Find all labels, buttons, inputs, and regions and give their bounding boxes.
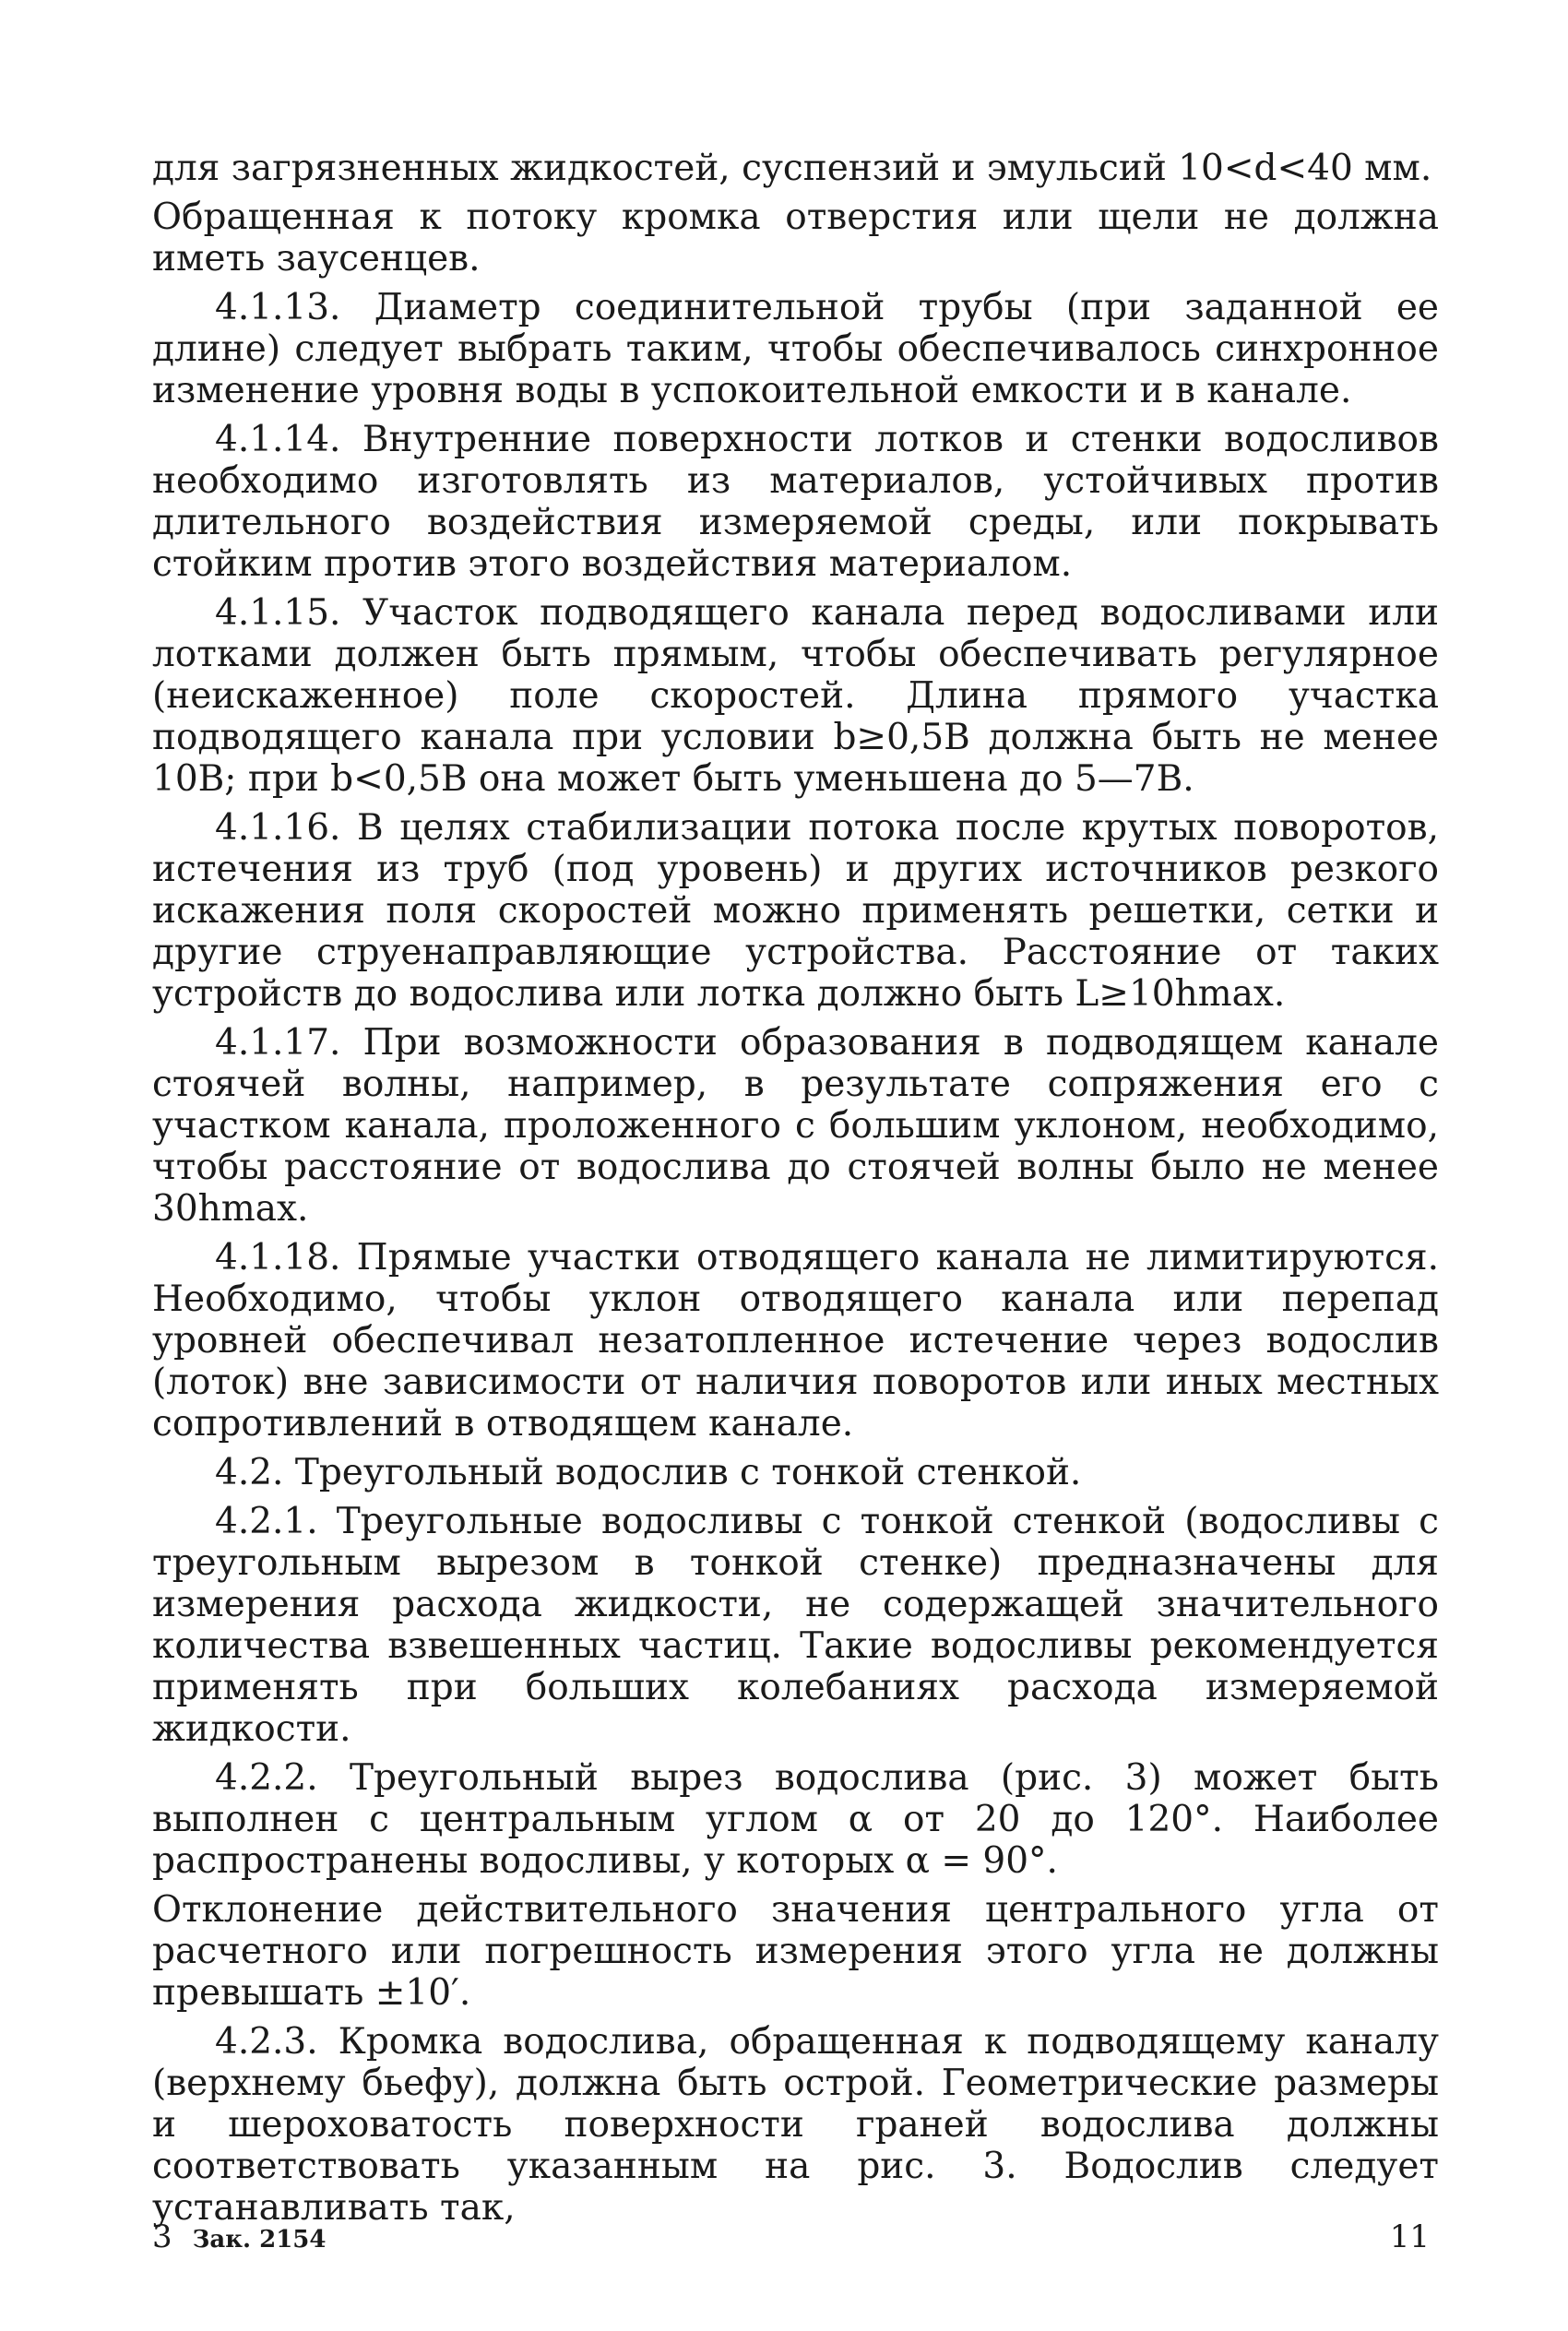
paragraph-4-2-2: 4.2.2. Треугольный вырез водослива (рис. 3) может быть выполнен с центральным углом α от 20 до 120°. Наиболее распространены водосливы, у которых α = 90°. bbox=[152, 1757, 1439, 1882]
paragraph-4-1-18: 4.1.18. Прямые участки отводящего канала не лимитируются. Необходимо, чтобы уклон отводящего канала или перепад уровней обеспечивал незатопленное истечение через водослив (лоток) вне зависимости от наличия поворотов или иных местных сопротивлений в отводящем канале. bbox=[152, 1237, 1439, 1445]
paragraph-4-1-15: 4.1.15. Участок подводящего канала перед водосливами или лотками должен быть прямым, чтобы обеспечивать регулярное (неискаженное) поле скоростей. Длина прямого участка подводящего канала при условии b≥0,5B должна быть не менее 10B; при b<0,5B она может быть уменьшена до 5—7B. bbox=[152, 592, 1439, 800]
paragraph-liquids: для загрязненных жидкостей, суспензий и эмульсий 10<d<40 мм. bbox=[152, 148, 1432, 189]
paragraph-4-1-17: 4.1.17. При возможности образования в подводящем канале стоячей волны, например, в результате сопряжения его с участком канала, проложенного с большим уклоном, необходимо, чтобы расстояние от водослива до стоячей волны было не менее 30hmax. bbox=[152, 1022, 1439, 1230]
paragraph-4-2-3: 4.2.3. Кромка водослива, обращенная к подводящему каналу (верхнему бьефу), должна быть острой. Геометрические размеры и шероховатость поверхности граней водослива должны соответствовать указанным на рис. 3. Водослив следует устанавливать так, bbox=[152, 2021, 1439, 2229]
page-number: 11 bbox=[1389, 2218, 1430, 2255]
footer-print-info bbox=[152, 2218, 326, 2255]
document-page bbox=[152, 148, 1439, 2236]
paragraph-angle-deviation: Отклонение действительного значения центрального угла от расчетного или погрешность измерения этого угла не должны превышать ±10′. bbox=[152, 1889, 1439, 2014]
section-heading-4-2: 4.2. Треугольный водослив с тонкой стенкой. bbox=[215, 1452, 1082, 1493]
page-footer bbox=[0, 2218, 1568, 2274]
paragraph-4-2-1: 4.2.1. Треугольные водосливы с тонкой стенкой (водосливы с треугольным вырезом в тонкой стенке) предназначены для измерения расхода жидкости, не содержащей значительного количества взвешенных частиц. Такие водосливы рекомендуется применять при больших колебаниях расхода измеряемой жидкости. bbox=[152, 1501, 1439, 1750]
paragraph-4-1-13: 4.1.13. Диаметр соединительной трубы (при заданной ее длине) следует выбрать таким, чтобы обеспечивалось синхронное изменение уровня воды в успокоительной емкости и в канале. bbox=[152, 287, 1439, 411]
paragraph-4-1-16: 4.1.16. В целях стабилизации потока после крутых поворотов, истечения из труб (под уровень) и других источников резкого искажения поля скоростей можно применять решетки, сетки и другие струенаправляющие устройства. Расстояние от таких устройств до водослива или лотка должно быть L≥10hmax. bbox=[152, 807, 1439, 1015]
paragraph-4-1-14: 4.1.14. Внутренние поверхности лотков и стенки водосливов необходимо изготовлять из материалов, устойчивых против длительного воздействия измеряемой среды, или покрывать стойким против этого воздействия материалом. bbox=[152, 419, 1439, 585]
paragraph-edge-burrs: Обращенная к потоку кромка отверстия или щели не должна иметь заусенцев. bbox=[152, 196, 1439, 279]
order-number: Зак. 2154 bbox=[192, 2226, 327, 2254]
sheet-number: 3 bbox=[152, 2218, 172, 2255]
